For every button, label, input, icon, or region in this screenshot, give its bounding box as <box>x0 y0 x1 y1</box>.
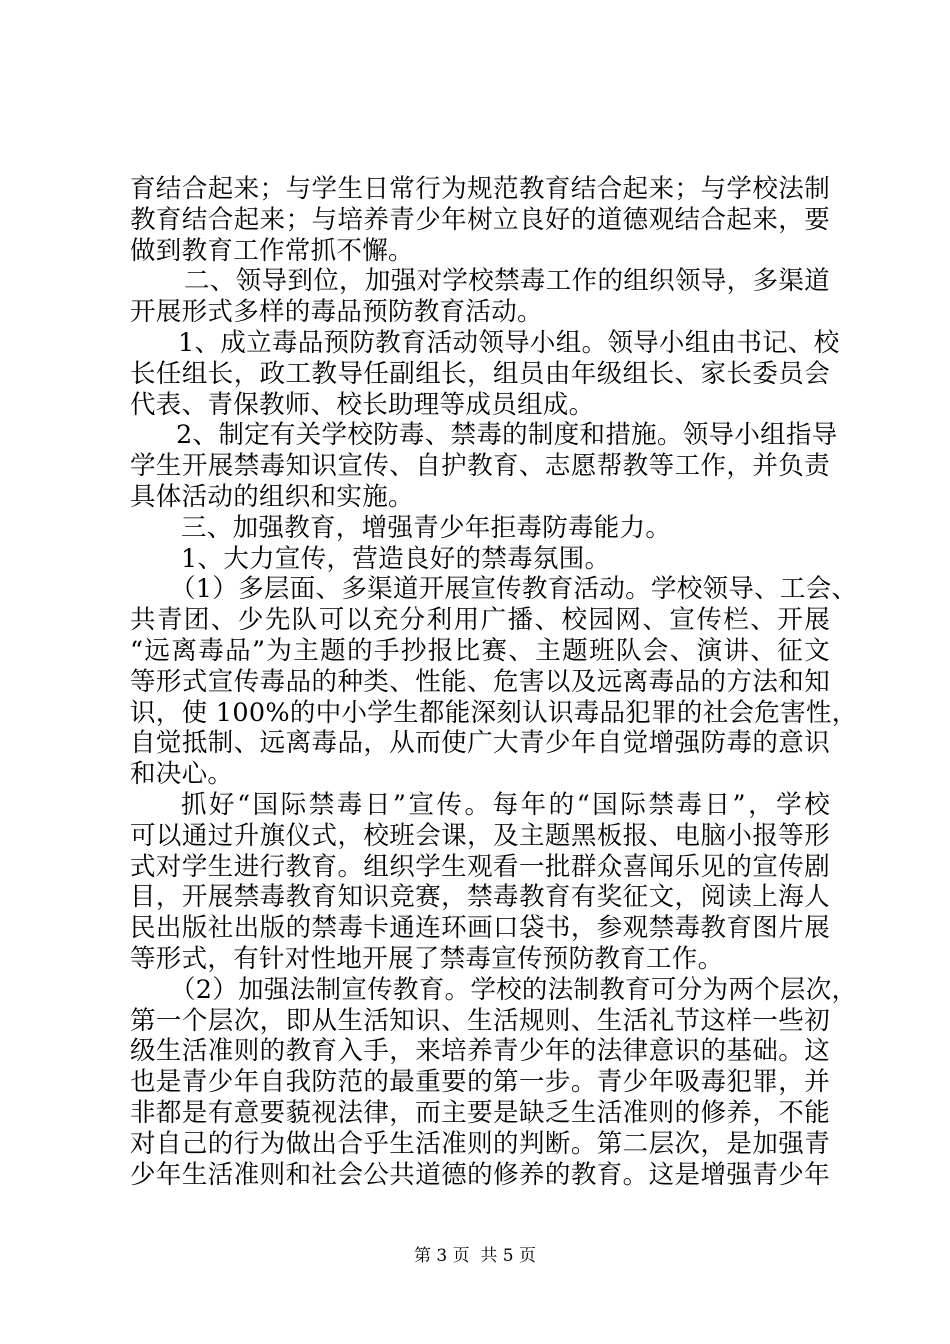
text-line: 1、成立毒品预防教育活动领导小组。领导小组由书记、校 <box>178 327 840 358</box>
page-number: 第 3 页 共 5 页 <box>413 1246 537 1266</box>
document-body <box>130 174 858 1190</box>
text-line: 具体活动的组织和实施。 <box>130 481 414 512</box>
text-line: （1）多层面、多渠道开展宣传教育活动。学校领导、工会、 <box>170 574 858 605</box>
text-line: 2、制定有关学校防毒、禁毒的制度和措施。领导小组指导 <box>176 420 838 451</box>
text-line: 也是青少年自我防范的最重要的第一步。青少年吸毒犯罪，并 <box>130 1067 830 1098</box>
text-line: 1、大力宣传，营造良好的禁毒氛围。 <box>181 543 611 574</box>
text-line: “远离毒品”为主题的手抄报比赛、主题班队会、演讲、征文 <box>130 635 830 666</box>
text-line: 自觉抵制、远离毒品，从而使广大青少年自觉增强防毒的意识 <box>130 728 830 759</box>
text-line: 和决心。 <box>130 759 234 790</box>
text-line: 长任组长，政工教导任副组长，组员由年级组长、家长委员会 <box>130 358 830 389</box>
text-line: 等形式，有针对性地开展了禁毒宣传预防教育工作。 <box>130 943 724 974</box>
text-line: 民出版社出版的禁毒卡通连环画口袋书，参观禁毒教育图片展 <box>130 913 830 944</box>
text-line: 对自己的行为做出合乎生活准则的判断。第二层次，是加强青 <box>130 1128 830 1159</box>
text-line: 教育结合起来；与培养青少年树立良好的道德观结合起来，要 <box>130 204 830 235</box>
text-line: 可以通过升旗仪式，校班会课，及主题黑板报、电脑小报等形 <box>130 820 830 851</box>
text-line: 非都是有意要藐视法律，而主要是缺乏生活准则的修养，不能 <box>130 1097 830 1128</box>
text-line: 学生开展禁毒知识宣传、自护教育、志愿帮教等工作，并负责 <box>130 451 830 482</box>
text-line: （2）加强法制宣传教育。学校的法制教育可分为两个层次， <box>170 974 858 1005</box>
text-line: 等形式宣传毒品的种类、性能、危害以及远离毒品的方法和知 <box>130 666 830 697</box>
text-line: 少年生活准则和社会公共道德的修养的教育。这是增强青少年 <box>130 1159 830 1190</box>
text-line: 目，开展禁毒教育知识竞赛，禁毒教育有奖征文，阅读上海人 <box>130 882 830 913</box>
text-line: 二、领导到位，加强对学校禁毒工作的组织领导，多渠道 <box>184 266 830 297</box>
text-line: 育结合起来；与学生日常行为规范教育结合起来；与学校法制 <box>130 174 830 204</box>
page-footer <box>0 1245 950 1267</box>
text-line: 级生活准则的教育入手，来培养青少年的法律意识的基础。这 <box>130 1036 830 1067</box>
text-line: 第一个层次，即从生活知识、生活规则、生活礼节这样一些初 <box>130 1005 830 1036</box>
text-line: 开展形式多样的毒品预防教育活动。 <box>130 297 543 328</box>
text-line: 式对学生进行教育。组织学生观看一批群众喜闻乐见的宣传剧 <box>130 851 830 882</box>
text-line: 三、加强教育，增强青少年拒毒防毒能力。 <box>181 512 672 543</box>
text-line: 代表、青保教师、校长助理等成员组成。 <box>130 389 595 420</box>
text-line: 识，使 100%的中小学生都能深刻认识毒品犯罪的社会危害性， <box>130 697 858 728</box>
text-line: 抓好“国际禁毒日”宣传。每年的“国际禁毒日”，学校 <box>181 789 830 820</box>
text-line: 共青团、少先队可以充分利用广播、校园网、宣传栏、开展 <box>130 605 830 636</box>
text-line: 做到教育工作常抓不懈。 <box>130 235 414 266</box>
